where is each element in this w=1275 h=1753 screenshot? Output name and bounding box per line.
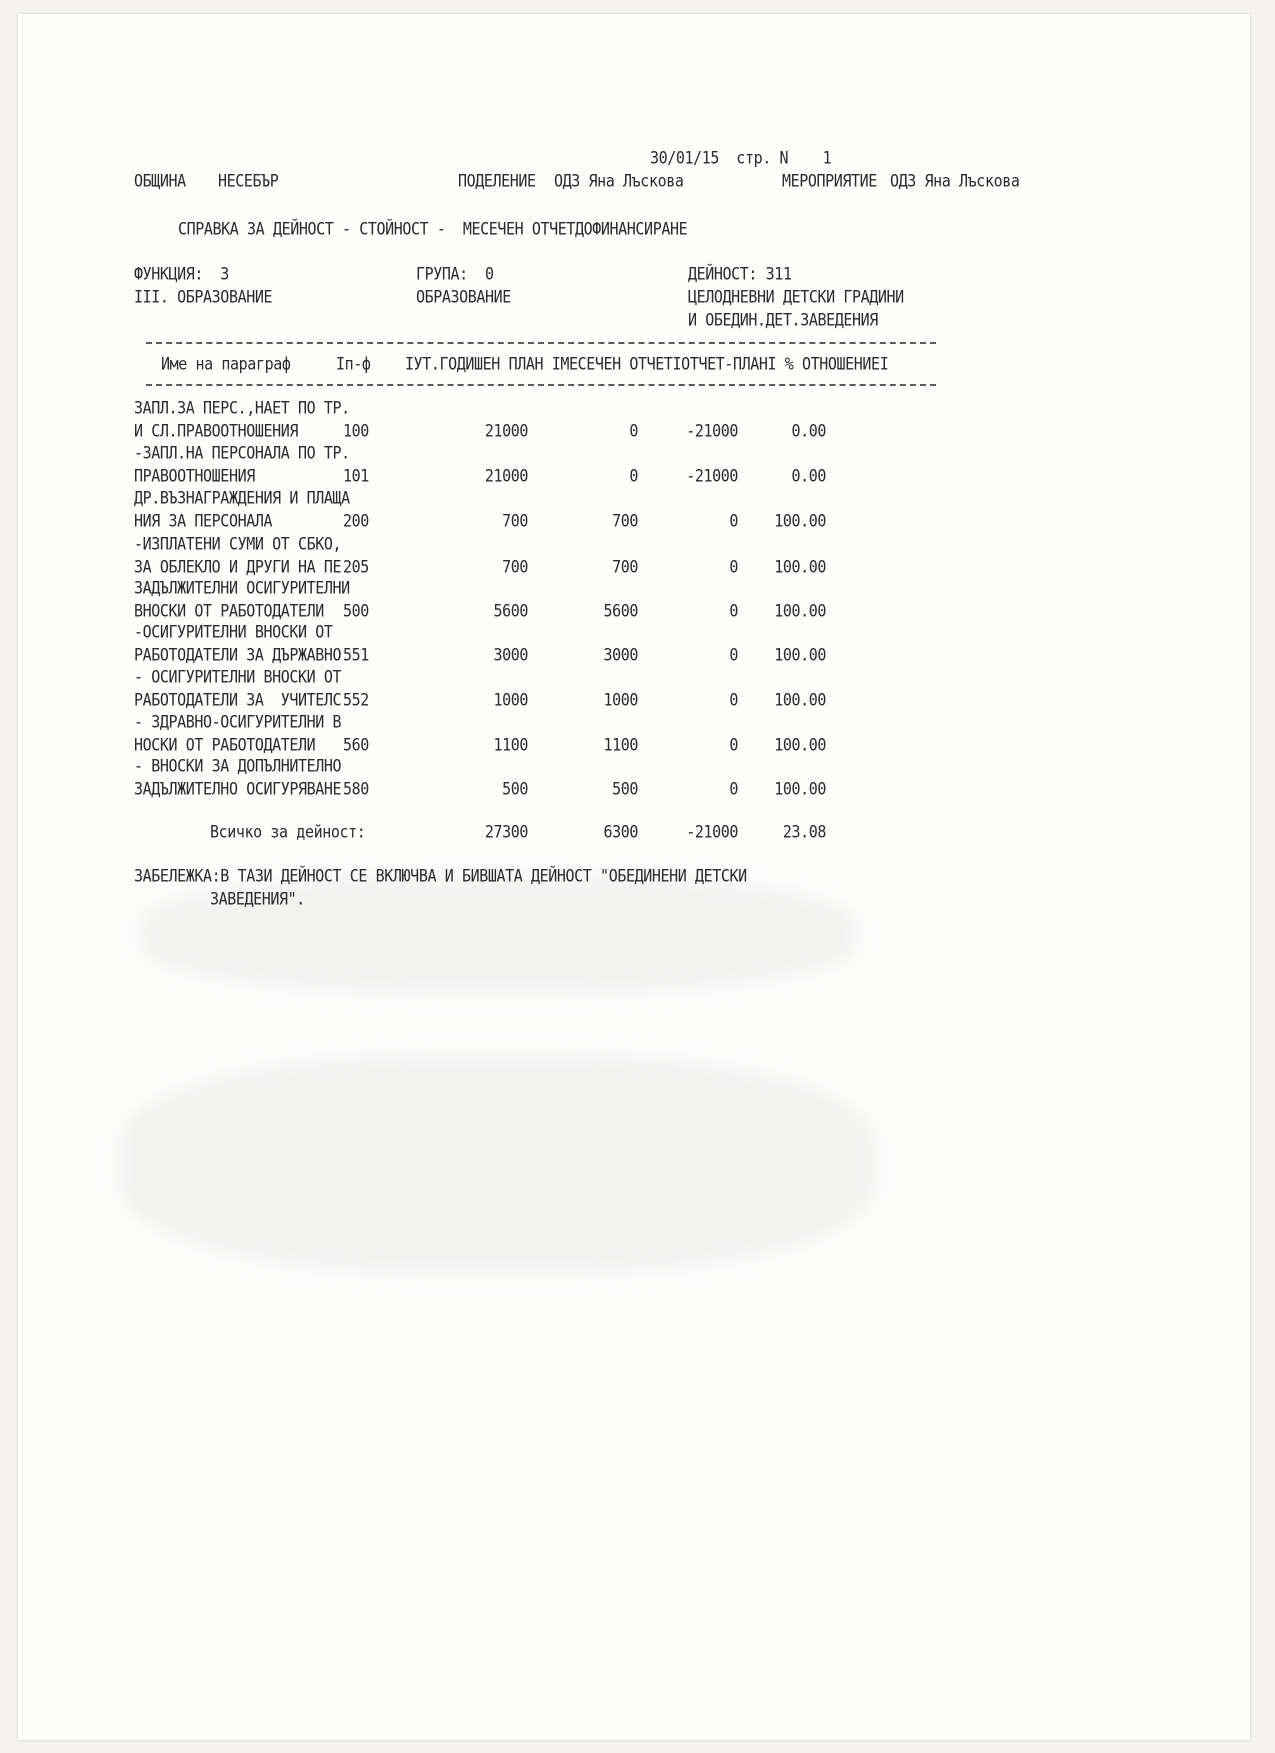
row-percent: 100.00 [774, 601, 826, 622]
row-name-line-1: ЗАДЪЛЖИТЕЛНИ ОСИГУРИТЕЛНИ [134, 578, 350, 599]
row-name-line-2: ЗА ОБЛЕКЛО И ДРУГИ НА ПЕ [134, 557, 342, 578]
row-name-line-2: РАБОТОДАТЕЛИ ЗА ДЪРЖАВНО [134, 645, 342, 666]
row-percent: 100.00 [774, 690, 826, 711]
row-code: 101 [343, 466, 369, 487]
column-header-name: Име на параграф [161, 354, 291, 375]
date-page-number: 30/01/15 стр. N 1 [650, 148, 832, 169]
row-report: 5600 [603, 601, 638, 622]
row-code: 551 [343, 645, 369, 666]
row-diff: -21000 [686, 466, 738, 487]
row-name-line-1: - ВНОСКИ ЗА ДОПЪЛНИТЕЛНО [134, 756, 342, 777]
row-name-line-1: ЗАПЛ.ЗА ПЕРС.,НАЕТ ПО ТР. [134, 398, 350, 419]
group-name: ОБРАЗОВАНИЕ [416, 287, 511, 308]
note-line-2: ЗАВЕДЕНИЯ". [210, 889, 305, 910]
row-percent: 100.00 [774, 511, 826, 532]
row-name-line-2: ЗАДЪЛЖИТЕЛНО ОСИГУРЯВАНЕ [134, 779, 342, 800]
row-name-line-1: ДР.ВЪЗНАГРАЖДЕНИЯ И ПЛАЩА [134, 488, 350, 509]
row-report: 1000 [603, 690, 638, 711]
total-report: 6300 [603, 822, 638, 843]
row-percent: 100.00 [774, 645, 826, 666]
row-diff: 0 [729, 690, 738, 711]
row-report: 0 [629, 421, 638, 442]
row-report: 1100 [603, 735, 638, 756]
municipality-label: ОБЩИНА [134, 171, 186, 192]
row-diff: 0 [729, 645, 738, 666]
row-name-line-2: НОСКИ ОТ РАБОТОДАТЕЛИ [134, 735, 316, 756]
division-label: ПОДЕЛЕНИЕ [458, 171, 536, 192]
row-plan: 1000 [493, 690, 528, 711]
total-percent: 23.08 [782, 822, 826, 843]
report-title: СПРАВКА ЗА ДЕЙНОСТ - СТОЙНОСТ - МЕСЕЧЕН ОТЧЕТДОФИНАНСИРАНЕ [178, 219, 688, 240]
bleed-through-shade [118, 1054, 878, 1274]
row-report: 500 [612, 779, 638, 800]
activity-name-line-2: И ОБЕДИН.ДЕТ.ЗАВЕДЕНИЯ [688, 310, 878, 331]
row-diff: 0 [729, 779, 738, 800]
row-name-line-2: ВНОСКИ ОТ РАБОТОДАТЕЛИ [134, 601, 324, 622]
row-name-line-2: РАБОТОДАТЕЛИ ЗА УЧИТЕЛС [134, 690, 342, 711]
row-plan: 1100 [493, 735, 528, 756]
row-plan: 700 [502, 511, 528, 532]
row-name-line-1: -ИЗПЛАТЕНИ СУМИ ОТ СБКО, [134, 534, 342, 555]
row-percent: 0.00 [791, 466, 826, 487]
activity-label: ДЕЙНОСТ: 311 [688, 264, 792, 285]
total-plan: 27300 [484, 822, 528, 843]
row-code: 100 [343, 421, 369, 442]
row-plan: 500 [502, 779, 528, 800]
row-percent: 100.00 [774, 557, 826, 578]
row-plan: 21000 [484, 466, 528, 487]
row-name-line-1: -ЗАПЛ.НА ПЕРСОНАЛА ПО ТР. [134, 443, 350, 464]
group-label: ГРУПА: 0 [416, 264, 494, 285]
row-report: 0 [629, 466, 638, 487]
row-code: 205 [343, 557, 369, 578]
row-name-line-1: - ЗДРАВНО-ОСИГУРИТЕЛНИ В [134, 712, 342, 733]
row-name-line-2: ПРАВООТНОШЕНИЯ [134, 466, 255, 487]
row-name-line-2: И СЛ.ПРАВООТНОШЕНИЯ [134, 421, 298, 442]
row-plan: 3000 [493, 645, 528, 666]
column-header-values: IУТ.ГОДИШЕН ПЛАН IМЕСЕЧЕН ОТЧЕТIОТЧЕТ-ПЛАНI % ОТНОШЕНИЕI [405, 354, 889, 375]
row-code: 580 [343, 779, 369, 800]
row-name-line-1: - ОСИГУРИТЕЛНИ ВНОСКИ ОТ [134, 667, 342, 688]
total-label: Всичко за дейност: [210, 822, 366, 843]
row-diff: 0 [729, 601, 738, 622]
row-percent: 100.00 [774, 779, 826, 800]
municipality-value: НЕСЕБЪР [218, 171, 279, 192]
note-line-1: ЗАБЕЛЕЖКА:В ТАЗИ ДЕЙНОСТ СЕ ВКЛЮЧВА И БИВШАТА ДЕЙНОСТ "ОБЕДИНЕНИ ДЕТСКИ [134, 866, 747, 887]
separator-line [146, 384, 936, 386]
column-header-code: Iп-ф [336, 354, 371, 375]
activity-name-line-1: ЦЕЛОДНЕВНИ ДЕТСКИ ГРАДИНИ [688, 287, 904, 308]
row-name-line-1: -ОСИГУРИТЕЛНИ ВНОСКИ ОТ [134, 622, 333, 643]
separator-line [146, 342, 936, 344]
row-report: 700 [612, 511, 638, 532]
row-percent: 100.00 [774, 735, 826, 756]
report-page [18, 14, 1250, 1740]
row-plan: 5600 [493, 601, 528, 622]
row-plan: 21000 [484, 421, 528, 442]
row-percent: 0.00 [791, 421, 826, 442]
total-diff: -21000 [686, 822, 738, 843]
row-diff: -21000 [686, 421, 738, 442]
row-code: 552 [343, 690, 369, 711]
row-diff: 0 [729, 511, 738, 532]
row-plan: 700 [502, 557, 528, 578]
row-code: 500 [343, 601, 369, 622]
row-report: 3000 [603, 645, 638, 666]
row-code: 200 [343, 511, 369, 532]
row-code: 560 [343, 735, 369, 756]
row-diff: 0 [729, 735, 738, 756]
row-report: 700 [612, 557, 638, 578]
row-name-line-2: НИЯ ЗА ПЕРСОНАЛА [134, 511, 273, 532]
event-value: ОДЗ Яна Лъскова [890, 171, 1020, 192]
function-name: III. ОБРАЗОВАНИЕ [134, 287, 273, 308]
event-label: МЕРОПРИЯТИЕ [782, 171, 877, 192]
row-diff: 0 [729, 557, 738, 578]
division-value: ОДЗ Яна Лъскова [554, 171, 684, 192]
function-label: ФУНКЦИЯ: 3 [134, 264, 229, 285]
